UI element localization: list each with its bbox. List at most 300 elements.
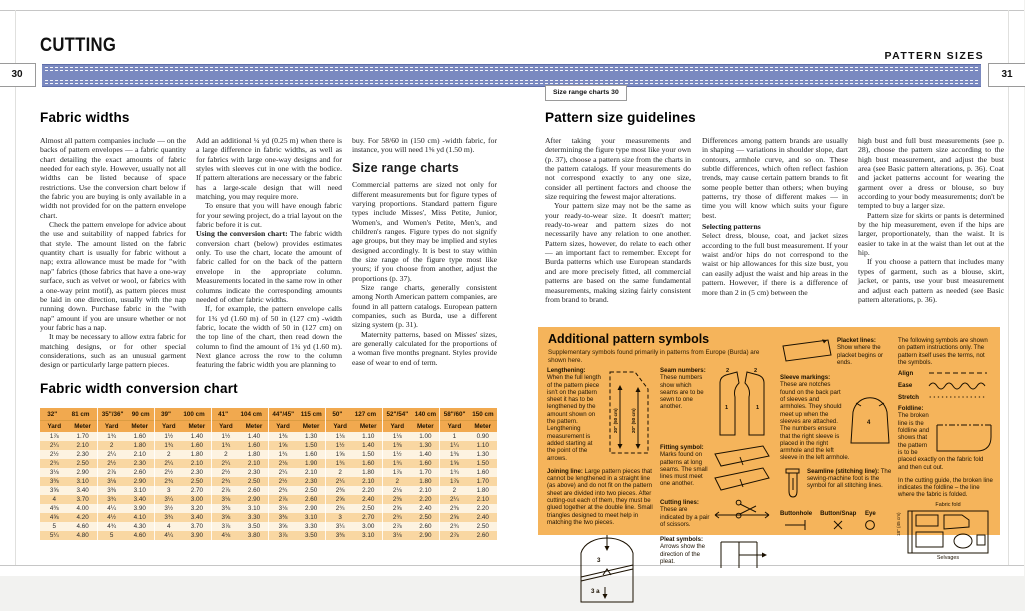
paragraph: After taking your measurements and determining the figure type most like your own (p. 37), choose a pattern size from the charts in the pattern catalogs. If your measurements do not correspond exactly to any one size, consider all pertinent factors and choose the size requiring the fewest major alterations.	[545, 136, 691, 202]
size-range-heading: Size range charts	[352, 160, 459, 175]
table-cell: 3⅝	[40, 486, 69, 495]
table-cell: 3.20	[183, 504, 212, 513]
pleat-symbols-text: Pleat symbols: Arrows show the direction of the pleat.	[660, 536, 706, 566]
table-subheader: Meter	[69, 421, 98, 433]
table-cell: 2¼	[97, 450, 126, 459]
table-subheader: Meter	[468, 421, 497, 433]
stitch-line	[45, 70, 978, 71]
table-cell: 4⅛	[211, 531, 240, 540]
table-cell: 1.10	[354, 432, 383, 441]
fitting-symbol-text: Fitting symbol: Marks found on patterns at long seams. The small lines must meet one another.	[660, 444, 708, 488]
table-cell: 2¾	[269, 486, 298, 495]
table-cell: 1⅞	[440, 477, 469, 486]
table-cell: 1⅝	[326, 450, 355, 459]
page-number-right: 31	[988, 63, 1025, 87]
seamline-entry	[780, 468, 892, 502]
table-cell: 1.60	[411, 459, 440, 468]
table-cell: 1⅜	[269, 432, 298, 441]
table-cell: 2⅞	[440, 531, 469, 540]
table-subheader-row	[40, 421, 497, 433]
table-cell: 2⅝	[440, 513, 469, 522]
top-rule	[0, 10, 1024, 11]
table-cell: 2.40	[468, 513, 497, 522]
seam-numbers-text: Seam numbers: These numbers show which seams are to be sewn to one another.	[660, 367, 706, 411]
paragraph: Select dress, blouse, coat, and jacket sizes according to the full bust measurement. If your waist and/or hips do not correspond to the waist or hip allowances for this size bust, you can easily adjust the waist and hip areas in the pattern. However, if there is a difference of more than 2 in (5 cm) between the	[702, 231, 848, 297]
table-cell: 2.50	[468, 522, 497, 531]
table-cell: 2½	[40, 450, 69, 459]
table-cell: 4.20	[69, 513, 98, 522]
paragraph: It may be necessary to allow extra fabric for matching designs, or for other special considerations, such as an unusual garment design or particularly large pattern pieces.	[40, 332, 186, 370]
svg-text:3: 3	[597, 557, 601, 565]
table-cell: 1½	[383, 450, 412, 459]
table-cell: 2¾	[326, 504, 355, 513]
cutting-guide-text: In the cutting guide, the broken line indicates the foldline – the line where the fabric is folded.	[898, 476, 993, 499]
table-cell: 1.60	[183, 441, 212, 450]
table-cell: 2.10	[240, 459, 269, 468]
left-page-edge	[15, 10, 16, 565]
table-cell: 2	[97, 441, 126, 450]
svg-text:1: 1	[756, 405, 760, 411]
table-subheader: Yard	[440, 421, 469, 433]
symbols-col-a	[547, 367, 653, 611]
table-cell: 2⅛	[269, 459, 298, 468]
table-cell: 1¾	[326, 459, 355, 468]
presser-foot-icon	[780, 468, 804, 502]
table-cell: 3¾	[154, 513, 183, 522]
table-cell: 2.20	[468, 504, 497, 513]
table-cell: 2¼	[40, 441, 69, 450]
paragraph: buy. For 58/60 in (150 cm) -width fabric, for instance, you will need 1⅝ yd (1.50 m).	[352, 136, 497, 155]
table-subheader: Meter	[354, 421, 383, 433]
paragraph: high bust and full bust measurements (see p. 28), choose the pattern size according to the high bust measurement, and adjust the bust area (see Basic pattern alterations, p. 36). Coat and jacket patterns account for wearing the garment over a dress or blouse, so buy according to your body measurements; don't be tempted to buy a larger size.	[858, 136, 1004, 211]
svg-text:2: 2	[726, 367, 730, 374]
table-cell: 3.10	[297, 513, 326, 522]
table-cell: 2.90	[126, 477, 155, 486]
fitting-symbol-diagram	[713, 444, 771, 494]
table-cell: 2.10	[297, 468, 326, 477]
table-cell: 3¼	[154, 495, 183, 504]
stitch-line	[45, 67, 978, 68]
paragraph: Pattern size for skirts or pants is determined by the hip measurement, even if the hips are larger, proportionately, than the waist. It is easier to take in at the waist than let out at the hip.	[858, 210, 1004, 258]
table-cell: 2.10	[354, 477, 383, 486]
placket-lines-entry	[780, 337, 892, 369]
placket-lines-diagram	[780, 337, 834, 363]
table-cell: 1.60	[468, 468, 497, 477]
cutting-guide-diagram	[898, 502, 993, 563]
stitched-band	[42, 64, 981, 87]
svg-text:4: 4	[867, 420, 871, 427]
table-cell: 2.40	[411, 504, 440, 513]
table-cell: 1.90	[297, 459, 326, 468]
cross-reference-tab: Size range charts 30	[545, 85, 627, 101]
table-cell: 2.50	[183, 477, 212, 486]
table-cell: 1.80	[468, 486, 497, 495]
table-cell: 2.10	[468, 495, 497, 504]
paragraph: Size range charts, generally consistent among North American pattern companies, are found in all pattern catalogs. European pattern companies, such as Burda, use a different sizing system (p. 31).	[352, 282, 497, 330]
table-cell: 2	[154, 450, 183, 459]
table-cell: 2.50	[411, 513, 440, 522]
table-cell: 2⅞	[97, 468, 126, 477]
table-row	[40, 459, 497, 468]
selvages-label: Selvages	[936, 555, 960, 562]
table-cell: 2.10	[411, 486, 440, 495]
fabric-widths-col1	[40, 136, 186, 370]
conversion-table	[40, 408, 497, 540]
table-cell: 1.50	[297, 441, 326, 450]
paragraph: Almost all pattern companies include — on the backs of pattern envelopes — a fabric quantity chart detailing the exact amounts of fabric needed for each style. However, usually not all widths can be listed because of space restrictions. Use the conversion chart below if the fabric you are buying is only available in a width not provided for on the pattern envelope chart.	[40, 136, 186, 220]
table-cell: 3⅛	[383, 531, 412, 540]
table-cell: 4.60	[126, 531, 155, 540]
table-cell: 3¾	[97, 495, 126, 504]
table-cell: 1½	[154, 432, 183, 441]
chapter-title-left: CUTTING	[40, 35, 117, 56]
table-cell: 4.80	[69, 531, 98, 540]
fabric-widths-col3	[352, 136, 497, 367]
placket-lines-text: Placket lines: Show where the placket begins or ends.	[837, 337, 884, 366]
table-cell: 3.10	[240, 504, 269, 513]
scissors-icon	[713, 499, 771, 523]
fitting-symbol-entry	[660, 444, 774, 494]
lengthening-text: Lengthening: When the full length of the pattern piece isn't on the pattern sheet it has to be lengthened by the amount shown on the pattern. Lengthening measurement is added starting at the point of the arrows.	[547, 367, 601, 462]
table-cell: 1.80	[126, 441, 155, 450]
cutting-lines-text: Cutting lines: These are indicated by a pair of scissors.	[660, 499, 710, 528]
table-cell: 4¼	[154, 531, 183, 540]
table-cell: 3⅛	[40, 468, 69, 477]
table-cell: 1.30	[411, 441, 440, 450]
eye-symbol: Eye	[864, 510, 876, 531]
table-row	[40, 486, 497, 495]
table-cell: 3.10	[126, 486, 155, 495]
table-cell: 1.60	[126, 432, 155, 441]
table-cell: 1⅜	[383, 441, 412, 450]
table-cell: 1	[440, 432, 469, 441]
table-cell: 4.10	[126, 513, 155, 522]
table-cell: 1.40	[183, 432, 212, 441]
paragraph: Commercial patterns are sized not only for different measurements but for figure types of varying proportions. Standard pattern figure types include Misses', Miss Petite, Junior, Women's, and Women's Petite, Men's, and children's ranges. Figure types do not signify age groups, but they may be implied and styles designed accordingly. It is best to stay within the size range of the figure type most like yours; if you choose from another, adjust the proportions (p. 37).	[352, 180, 497, 283]
foldline-text: Foldline: The broken line is the foldline and shows that the pattern is to be placed exactly on the fabric fold and then cut out.	[898, 405, 984, 471]
joining-entry	[547, 468, 653, 605]
table-cell: 3⅞	[211, 522, 240, 531]
table-subheader: Meter	[240, 421, 269, 433]
table-cell: 2.20	[354, 486, 383, 495]
table-cell: 4.30	[126, 522, 155, 531]
table-group-header: 52"/54" 140 cm	[383, 408, 440, 421]
table-cell: 3.30	[240, 513, 269, 522]
table-cell: 3.30	[297, 522, 326, 531]
table-cell: 2.90	[297, 504, 326, 513]
table-cell: 3.90	[126, 504, 155, 513]
table-cell: 2	[383, 477, 412, 486]
table-cell: 1½	[211, 432, 240, 441]
paragraph: Add an additional ¼ yd (0.25 m) when there is a large difference in fabric widths, as well as for fabrics with large one-way designs and for styles with sleeves cut in one with the bodice. If pattern alterations are necessary or the fabric has a large-scale design that will need matching, you may require more.	[196, 136, 342, 202]
table-subheader: Yard	[40, 421, 69, 433]
table-cell: 1.40	[354, 441, 383, 450]
table-row	[40, 432, 497, 441]
table-cell: 2.30	[126, 459, 155, 468]
table-cell: 2⅜	[440, 504, 469, 513]
table-cell: 3⅛	[211, 495, 240, 504]
table-cell: 3⅜	[40, 477, 69, 486]
selecting-patterns-subheading: Selecting patterns	[702, 222, 761, 232]
seam-numbers-entry	[660, 367, 774, 439]
table-group-header: 32" 81 cm	[40, 408, 97, 421]
table-cell: 2	[326, 468, 355, 477]
table-cell: 1.40	[411, 450, 440, 459]
table-cell: 2.50	[297, 486, 326, 495]
table-cell: 2¾	[440, 522, 469, 531]
table-cell: 3.80	[240, 531, 269, 540]
guidelines-col2	[702, 136, 848, 297]
symbols-col-b	[660, 367, 774, 577]
buttonhole-symbol: Buttonhole	[780, 510, 812, 531]
table-row	[40, 468, 497, 477]
table-cell: 4	[154, 522, 183, 531]
table-group-header: 44"/45" 115 cm	[269, 408, 326, 421]
sleeve-markings-text: Sleeve markings: These are notches found on the back part of sleeves and armholes. They should meet up when the sleeves are attached. The numbers ensure that the right sleeve is placed in the right armhole and the left sleeve in the left armhole.	[780, 374, 850, 462]
cutting-layout-diagram	[906, 509, 990, 555]
table-row	[40, 477, 497, 486]
table-cell: 2.60	[468, 531, 497, 540]
table-cell: 3⅛	[97, 477, 126, 486]
table-cell: 2.50	[69, 459, 98, 468]
ease-wavy-line-icon	[928, 380, 988, 390]
stretch-dotted-line-icon	[928, 393, 988, 401]
paragraph: Using the conversion chart: The fabric width conversion chart (below) provides estimates only. To use the chart, locate the amount of fabric called for on the back of the pattern envelope in the appropriate column. Measurements located in the same row in other columns indicate the corresponding amounts needed of other fabric widths.	[196, 229, 342, 304]
table-cell: 1⅜	[440, 450, 469, 459]
instructions-note: The following symbols are shown on pattern instructions only. The pattern itself uses the terms, not the symbols.	[898, 337, 988, 366]
table-cell: 1.80	[354, 468, 383, 477]
table-cell: 4½	[97, 513, 126, 522]
table-cell: 2.70	[183, 486, 212, 495]
stitch-line	[45, 80, 978, 81]
table-cell: 2½	[269, 477, 298, 486]
table-subheader: Meter	[297, 421, 326, 433]
table-cell: 3⅜	[269, 513, 298, 522]
table-cell: 3⅝	[269, 522, 298, 531]
table-cell: 2.90	[69, 468, 98, 477]
table-cell: 2	[211, 450, 240, 459]
table-cell: 3	[326, 513, 355, 522]
pleat-symbols-entry	[660, 536, 774, 572]
table-cell: 1.80	[183, 450, 212, 459]
table-group-header: 41" 104 cm	[211, 408, 268, 421]
table-cell: 2⅜	[383, 495, 412, 504]
guidelines-heading: Pattern size guidelines	[545, 110, 696, 125]
button-snap-icon	[832, 519, 844, 531]
table-cell: 3⅜	[326, 531, 355, 540]
table-cell: 1.70	[69, 432, 98, 441]
table-cell: 2.60	[126, 468, 155, 477]
table-cell: 1.80	[411, 477, 440, 486]
symbols-col-c	[780, 337, 892, 531]
additional-pattern-symbols-box	[538, 327, 1000, 596]
chapter-title-right: PATTERN SIZES	[884, 50, 984, 62]
table-cell: 1.60	[354, 459, 383, 468]
paragraph: If, for example, the pattern envelope calls for 1¾ yd (1.60 m) of 50 in (127 cm) -width fabric, locate the width of 50 in (127 cm) on the top line of the chart, then read down the column to find the amount of 1¾ yd (1.60 m). Next glance across the row to the column featuring the fabric width you are planning to	[196, 304, 342, 370]
table-cell: 1⅛	[326, 432, 355, 441]
table-cell: 4.00	[69, 504, 98, 513]
fastener-symbols-row	[780, 510, 892, 531]
sleeve-markings-entry	[780, 374, 892, 462]
paragraph: If you choose a pattern that includes many types of garment, such as a blouse, skirt, jacket, or pants, use your bust measurement and adjust each pattern as needed (see Basic pattern alterations, p. 36).	[858, 257, 1004, 304]
bottom-rule	[0, 565, 1024, 566]
table-cell: 2⅞	[269, 495, 298, 504]
table-cell: 1.60	[297, 450, 326, 459]
table-cell: 1¾	[269, 450, 298, 459]
paragraph: Maternity patterns, based on Misses' sizes, are generally calculated for the proportions of a woman five months pregnant. Styles provide ease of wear to end of term.	[352, 329, 497, 367]
table-cell: 3	[154, 486, 183, 495]
paragraph-lead: Using the conversion chart:	[196, 229, 288, 239]
eye-icon	[864, 519, 876, 531]
table-cell: 2⅞	[383, 522, 412, 531]
paragraph: Check the pattern envelope for advice about the use and suitability of napped fabrics for that style. The amount listed on the fabric quantity chart is usually for fabric without a nap; extra allowance must be made for "with nap" fabrics (those fabrics that have a one-way surface, such as velvet or wool, or fabrics with a one-way print motif), as pattern pieces must be laid in one direction, usually with the nap running down. Purchase fabric in the "with nap" amount if you are unsure whether or not your fabric has a nap.	[40, 220, 186, 332]
table-cell: 2.30	[240, 468, 269, 477]
table-cell: 5¼	[40, 531, 69, 540]
svg-text:1: 1	[725, 405, 729, 411]
table-subheader: Yard	[383, 421, 412, 433]
fabric-widths-heading: Fabric widths	[40, 110, 130, 125]
lengthening-diagram	[605, 367, 653, 457]
right-page-edge	[1008, 10, 1009, 565]
table-cell: 2¼	[154, 459, 183, 468]
table-row	[40, 495, 497, 504]
table-cell: 1¾	[440, 468, 469, 477]
table-cell: 2.10	[126, 450, 155, 459]
table-cell: 1.30	[468, 450, 497, 459]
table-cell: 3.10	[69, 477, 98, 486]
table-cell: 3.00	[183, 495, 212, 504]
guidelines-col1	[545, 136, 691, 304]
table-cell: 3⅝	[211, 513, 240, 522]
table-cell: 2⅞	[211, 486, 240, 495]
table-cell: 3⅞	[269, 531, 298, 540]
table-subheader: Yard	[97, 421, 126, 433]
table-cell: 1¾	[154, 441, 183, 450]
table-subheader: Yard	[154, 421, 183, 433]
table-cell: 1¾	[211, 441, 240, 450]
align-dashed-line-icon	[928, 369, 988, 377]
table-subheader: Meter	[183, 421, 212, 433]
table-cell: 2⅝	[383, 504, 412, 513]
table-cell: 3⅜	[97, 486, 126, 495]
svg-text:20" (50 cm): 20" (50 cm)	[613, 408, 618, 433]
ease-symbol-row: Ease	[898, 380, 993, 390]
table-cell: 2.90	[240, 495, 269, 504]
table-cell: 3.40	[69, 486, 98, 495]
align-symbol-row: Align	[898, 369, 993, 377]
table-cell: 1⅝	[440, 459, 469, 468]
table-cell: 2.90	[411, 531, 440, 540]
table-cell: 4	[40, 495, 69, 504]
table-cell: 1.30	[297, 432, 326, 441]
table-subheader: Yard	[269, 421, 298, 433]
paragraph: Your pattern size may not be the same as your ready-to-wear size. It doesn't matter; ready-to-wear and pattern sizes do not necessarily have any relation to one another. Pattern sizes, however, do relate to each other — an important fact to remember. Except for Burda patterns which use European standards and are more precisely fitted, all commercial patterns are based on the same fundamental measurements, making sizing fairly consistent from brand to brand.	[545, 201, 691, 304]
table-cell: 3⅜	[211, 504, 240, 513]
table-row	[40, 504, 497, 513]
cutting-lines-entry	[660, 499, 774, 531]
table-cell: 2¾	[211, 477, 240, 486]
table-cell: 2	[440, 486, 469, 495]
table-group-header-row	[40, 408, 497, 421]
table-cell: 2½	[97, 459, 126, 468]
table-cell: 2¾	[383, 513, 412, 522]
table-cell: 2.50	[240, 477, 269, 486]
table-cell: 1¼	[440, 441, 469, 450]
svg-text:3 a: 3 a	[591, 588, 600, 596]
paragraph: Differences among pattern brands are usually in shaping — variations in shoulder slope, dart contours, armhole curve, and so on. These subtle differences, which often reflect fashion trends, may cause certain pattern brands to fit some people better than others; when buying patterns, try those of different makes — in time you will know which suits your figure best.	[702, 136, 848, 220]
table-row	[40, 450, 497, 459]
table-cell: 2.60	[240, 486, 269, 495]
conversion-chart	[40, 408, 497, 540]
table-row	[40, 522, 497, 531]
table-cell: 1.50	[354, 450, 383, 459]
table-group-header: 35"/36" 90 cm	[97, 408, 154, 421]
table-cell: 2¼	[211, 459, 240, 468]
table-cell: 1¾	[97, 432, 126, 441]
joining-text: Joining line: Large pattern pieces that cannot be lengthened in a straight line (as above) and do not fit on the pattern sheet are divided into two pieces. After cutting-out each of them, they must be glued together at the double line. Small triangles designed to meet help in matching the two pieces.	[547, 467, 653, 526]
table-subheader: Yard	[326, 421, 355, 433]
stretch-symbol-row: Stretch	[898, 393, 993, 401]
table-cell: 3.90	[183, 531, 212, 540]
table-cell: 4⅜	[40, 504, 69, 513]
table-cell: 3⅛	[269, 504, 298, 513]
table-cell: 2¼	[440, 495, 469, 504]
table-subheader: Meter	[126, 421, 155, 433]
fabric-fold-label: Fabric fold	[935, 501, 961, 508]
table-cell: 2.20	[411, 495, 440, 504]
table-row	[40, 513, 497, 522]
conversion-chart-heading: Fabric width conversion chart	[40, 381, 238, 396]
guide-side-measure-label: 18" (45 cm)	[896, 512, 901, 536]
table-cell: 3.40	[183, 513, 212, 522]
table-cell: 2¾	[154, 477, 183, 486]
table-cell: 1.70	[468, 477, 497, 486]
buttonhole-icon	[783, 519, 809, 531]
table-cell: 3.10	[354, 531, 383, 540]
table-cell: 2.60	[297, 495, 326, 504]
table-cell: 1⅝	[269, 441, 298, 450]
foldline-entry	[898, 405, 993, 471]
table-cell: 4¼	[97, 504, 126, 513]
table-cell: 2.70	[354, 513, 383, 522]
symbols-col-d	[898, 337, 993, 562]
table-subheader: Meter	[411, 421, 440, 433]
table-cell: 5	[97, 531, 126, 540]
guidelines-col3	[858, 136, 1004, 304]
table-cell: 1.70	[411, 468, 440, 477]
table-cell: 1¾	[383, 459, 412, 468]
table-cell: 1.80	[240, 450, 269, 459]
table-cell: 2½	[154, 468, 183, 477]
symbols-box-title: Additional pattern symbols	[548, 332, 710, 346]
table-cell: 2⅛	[383, 486, 412, 495]
table-row	[40, 531, 497, 540]
foldline-diagram	[935, 421, 993, 453]
svg-text:20" (50 cm): 20" (50 cm)	[631, 408, 636, 433]
sleeve-markings-diagram	[848, 388, 892, 446]
table-group-header: 58"/60" 150 cm	[440, 408, 497, 421]
table-group-header: 50" 127 cm	[326, 408, 383, 421]
seamline-text: Seamline (stitching line): The sewing-machine foot is the symbol for all stitching lines.	[807, 467, 892, 490]
table-cell: 4.60	[69, 522, 98, 531]
table-cell: 2⅜	[326, 486, 355, 495]
page-number-left: 30	[0, 63, 36, 87]
table-cell: 1⅛	[383, 432, 412, 441]
table-cell: 4⅝	[40, 513, 69, 522]
table-cell: 2.50	[354, 504, 383, 513]
table-cell: 2.10	[183, 459, 212, 468]
seam-numbers-diagram	[713, 367, 771, 439]
